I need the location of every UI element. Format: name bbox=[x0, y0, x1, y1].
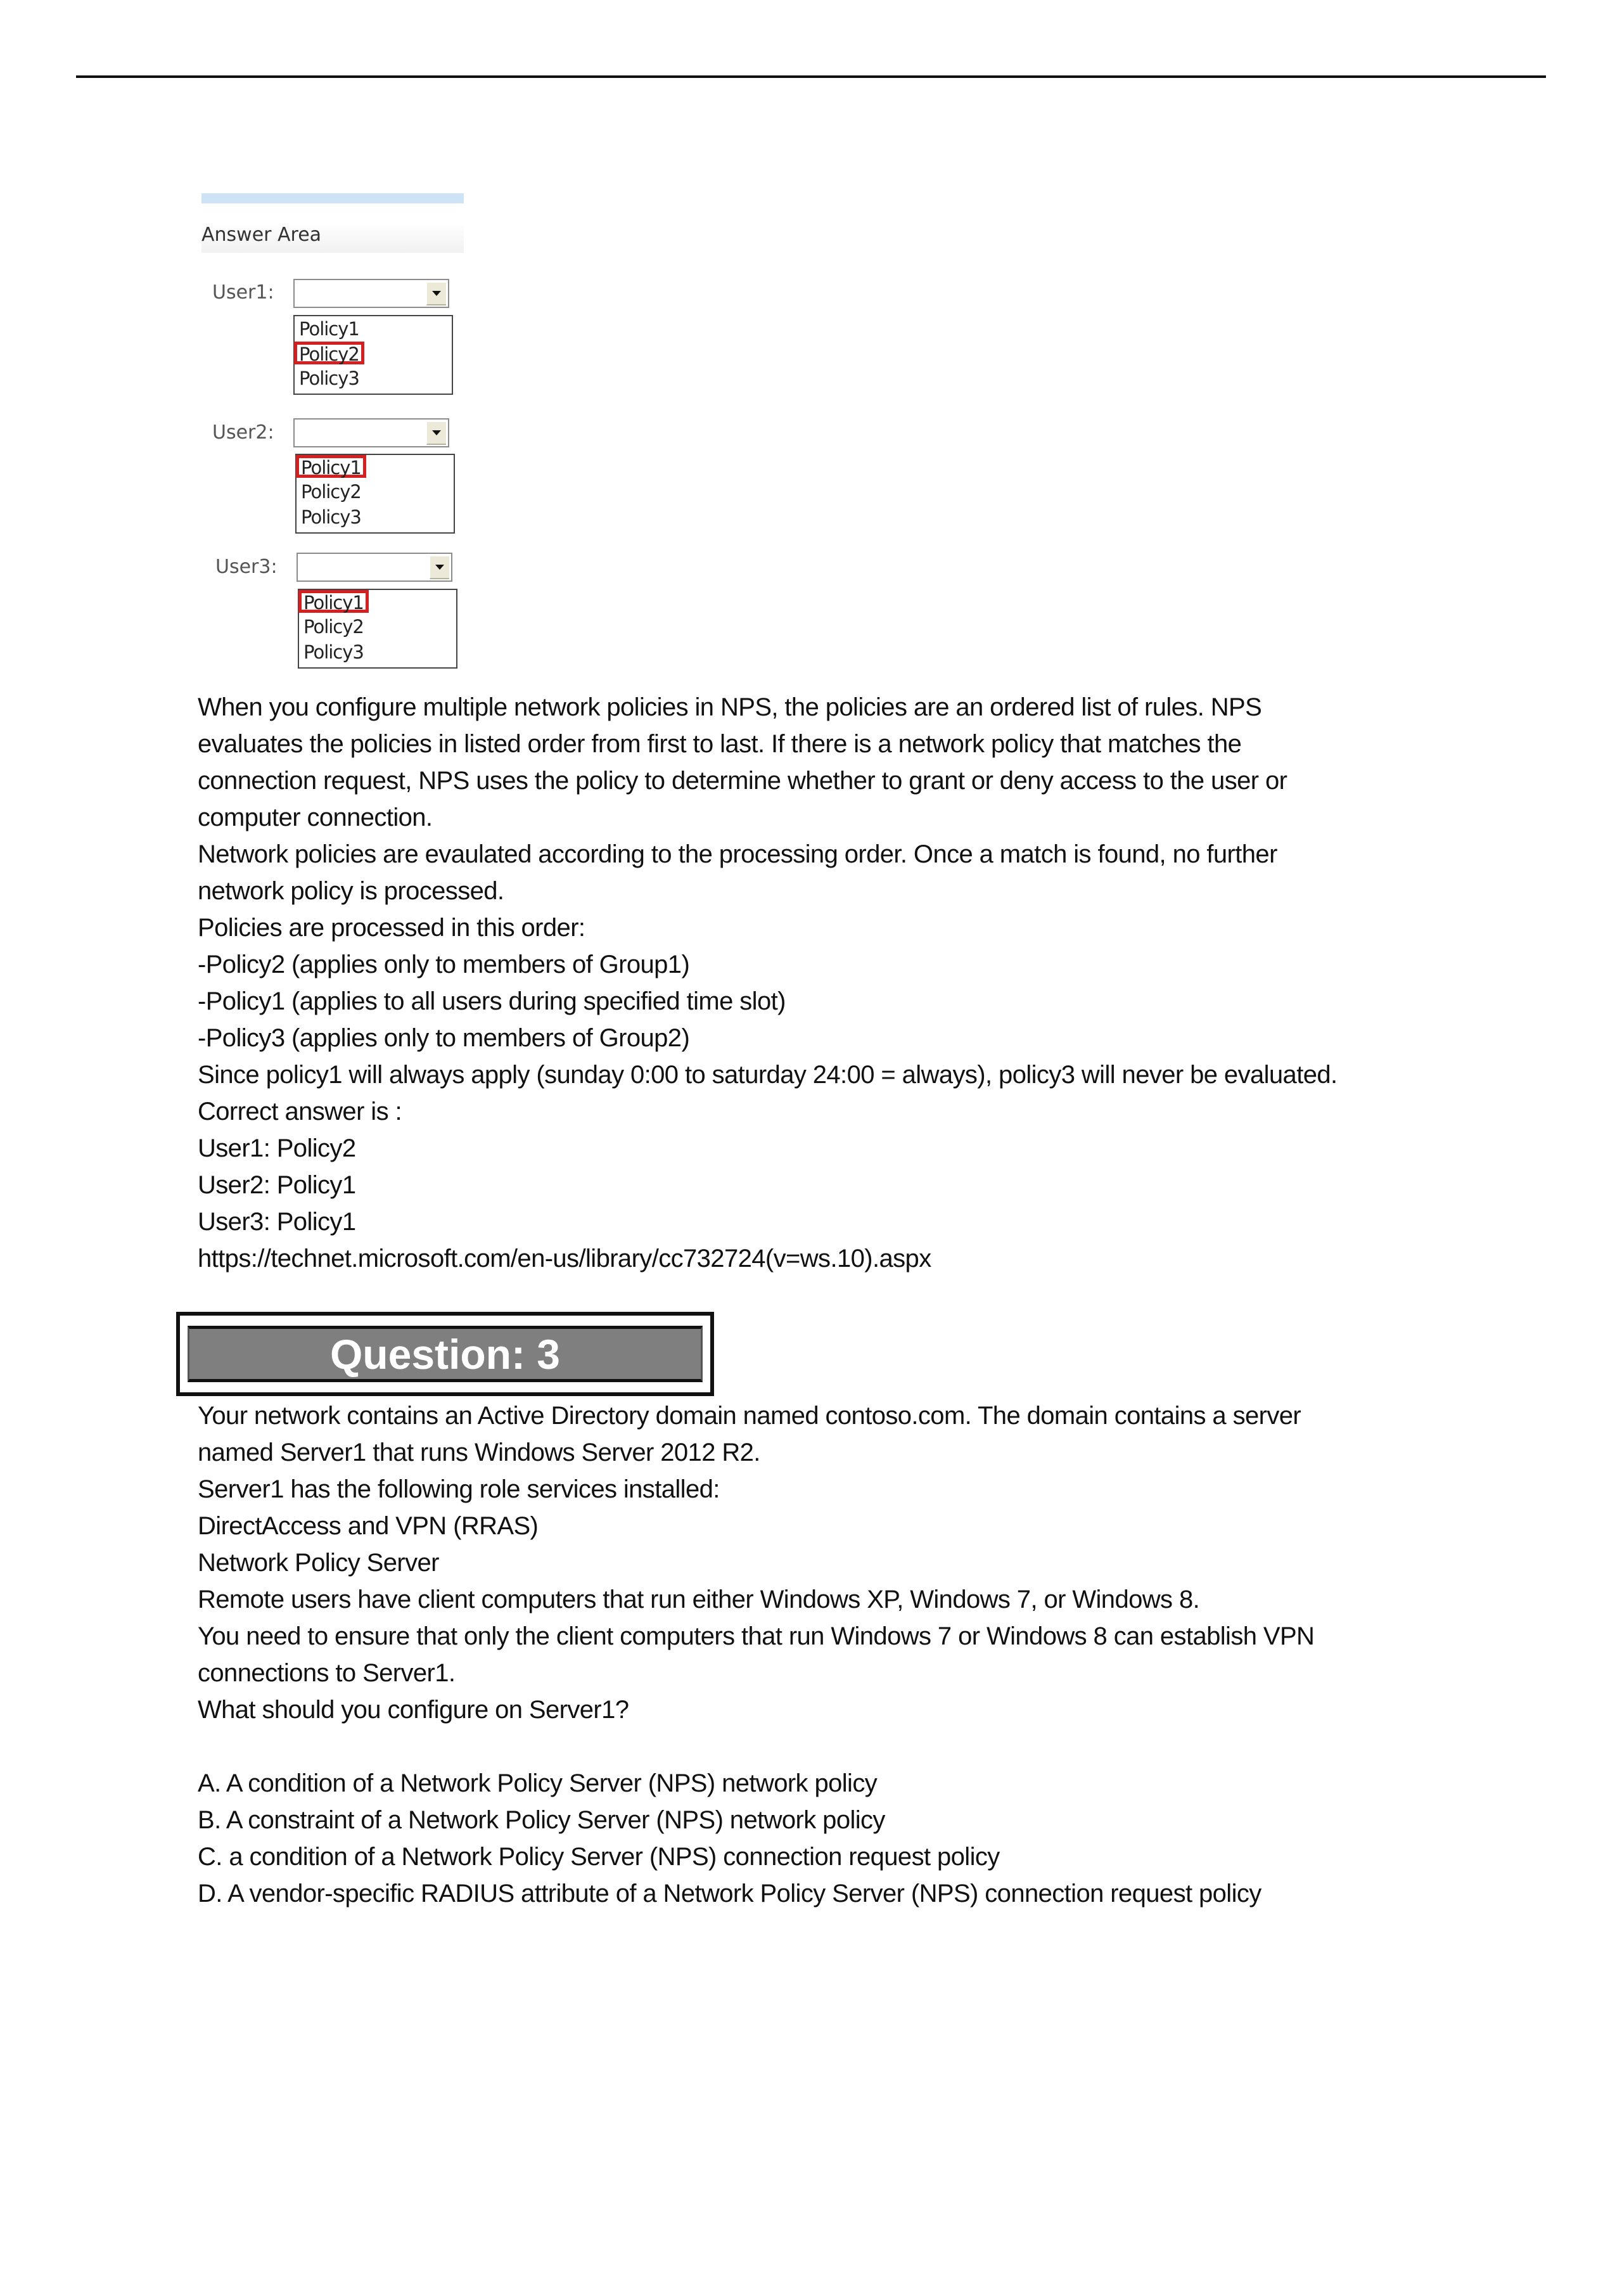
user2-option-policy2[interactable]: Policy2 bbox=[301, 481, 361, 503]
correct-answer-heading: Correct answer is : bbox=[198, 1098, 402, 1126]
user3-label: User3: bbox=[215, 556, 278, 578]
stem-line: Your network contains an Active Directory domain named contoso.com. The domain contains a server bbox=[198, 1402, 1301, 1430]
option-d[interactable]: D. A vendor-specific RADIUS attribute of a Network Policy Server (NPS) connection request policy bbox=[198, 1880, 1261, 1908]
user1-option-policy1[interactable]: Policy1 bbox=[299, 318, 359, 340]
correct-answer-user3: User3: Policy1 bbox=[198, 1208, 356, 1236]
answer-area-header bbox=[201, 193, 464, 253]
user3-option-policy3[interactable]: Policy3 bbox=[303, 641, 364, 663]
option-b[interactable]: B. A constraint of a Network Policy Server (NPS) network policy bbox=[198, 1806, 885, 1834]
chevron-down-icon[interactable] bbox=[430, 556, 449, 579]
explanation-line: Since policy1 will always apply (sunday 0:00 to saturday 24:00 = always), policy3 will never be evaluated. bbox=[198, 1061, 1338, 1089]
answer-area-title: Answer Area bbox=[201, 222, 464, 253]
question-number: Question: 3 bbox=[329, 1331, 561, 1378]
header-rule bbox=[76, 75, 1546, 78]
explanation-line: network policy is processed. bbox=[198, 877, 504, 905]
answer-area-bar bbox=[201, 193, 464, 203]
stem-line: Network Policy Server bbox=[198, 1549, 439, 1577]
correct-answer-user1: User1: Policy2 bbox=[198, 1134, 356, 1162]
explanation-line: Policies are processed in this order: bbox=[198, 914, 585, 942]
explanation-line: When you configure multiple network policies in NPS, the policies are an ordered list of rules. NPS bbox=[198, 693, 1262, 721]
user1-select[interactable] bbox=[293, 279, 449, 308]
stem-question: What should you configure on Server1? bbox=[198, 1696, 629, 1724]
user2-option-policy1-highlighted[interactable]: Policy1 bbox=[296, 455, 366, 478]
policy-order-item: -Policy2 (applies only to members of Group1) bbox=[198, 951, 690, 978]
user2-label: User2: bbox=[212, 421, 274, 444]
stem-line: DirectAccess and VPN (RRAS) bbox=[198, 1512, 539, 1540]
chevron-down-icon[interactable] bbox=[426, 283, 446, 305]
option-c[interactable]: C. a condition of a Network Policy Server (NPS) connection request policy bbox=[198, 1843, 1000, 1871]
user2-option-policy3[interactable]: Policy3 bbox=[301, 506, 361, 528]
explanation-line: connection request, NPS uses the policy to determine whether to grant or deny access to the user or bbox=[198, 767, 1287, 795]
user2-select[interactable] bbox=[293, 418, 449, 447]
reference-link[interactable]: https://technet.microsoft.com/en-us/library/cc732724(v=ws.10).aspx bbox=[198, 1245, 931, 1273]
explanation-line: evaluates the policies in listed order from first to last. If there is a network policy that matches the bbox=[198, 730, 1242, 758]
user3-option-policy2[interactable]: Policy2 bbox=[303, 616, 364, 638]
user1-label: User1: bbox=[212, 281, 274, 304]
option-a[interactable]: A. A condition of a Network Policy Server (NPS) network policy bbox=[198, 1769, 878, 1797]
stem-line: Server1 has the following role services installed: bbox=[198, 1475, 720, 1503]
stem-line: named Server1 that runs Windows Server 2012 R2. bbox=[198, 1439, 760, 1466]
stem-line: connections to Server1. bbox=[198, 1659, 456, 1687]
answer-options bbox=[198, 1765, 1261, 1912]
explanation-line: Network policies are evaulated according to the processing order. Once a match is found, no further bbox=[198, 840, 1277, 868]
explanation-text bbox=[198, 689, 1338, 1277]
chevron-down-icon[interactable] bbox=[426, 422, 446, 445]
question-banner-inner bbox=[188, 1326, 703, 1382]
user3-option-policy1-highlighted[interactable]: Policy1 bbox=[298, 590, 369, 613]
stem-line: You need to ensure that only the client computers that run Windows 7 or Windows 8 can establish VPN bbox=[198, 1622, 1315, 1650]
policy-order-item: -Policy3 (applies only to members of Group2) bbox=[198, 1024, 690, 1052]
user1-option-policy2-highlighted[interactable]: Policy2 bbox=[294, 342, 364, 364]
user3-listbox[interactable] bbox=[298, 589, 457, 669]
correct-answer-user2: User2: Policy1 bbox=[198, 1171, 356, 1199]
user1-listbox[interactable] bbox=[293, 315, 453, 395]
user1-option-policy3[interactable]: Policy3 bbox=[299, 368, 359, 389]
question-banner bbox=[176, 1312, 714, 1396]
user3-select[interactable] bbox=[297, 553, 452, 582]
question-stem bbox=[198, 1397, 1314, 1728]
stem-line: Remote users have client computers that run either Windows XP, Windows 7, or Windows 8. bbox=[198, 1586, 1200, 1613]
policy-order-item: -Policy1 (applies to all users during specified time slot) bbox=[198, 987, 786, 1015]
user2-listbox[interactable] bbox=[295, 454, 455, 534]
explanation-line: computer connection. bbox=[198, 804, 433, 831]
